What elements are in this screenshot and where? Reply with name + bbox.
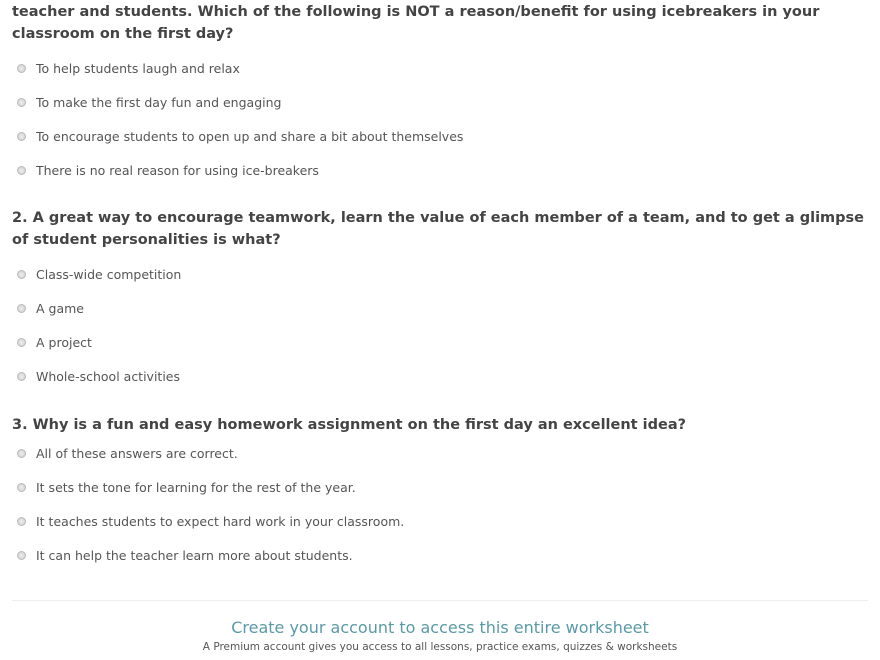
- answer-label: It teaches students to expect hard work in your classroom.: [36, 513, 405, 529]
- answer-option[interactable]: [12, 119, 872, 153]
- answer-option[interactable]: [12, 85, 872, 119]
- radio-button-icon[interactable]: [17, 304, 26, 313]
- answer-option[interactable]: [12, 51, 872, 85]
- radio-button-icon[interactable]: [17, 132, 26, 141]
- question-3: [12, 414, 872, 572]
- answer-option[interactable]: [12, 470, 872, 504]
- radio-button-icon[interactable]: [17, 98, 26, 107]
- answer-label: There is no real reason for using ice-breakers: [36, 162, 319, 178]
- radio-button-icon[interactable]: [17, 551, 26, 560]
- answer-option[interactable]: [12, 504, 872, 538]
- divider: [12, 600, 868, 601]
- radio-button-icon[interactable]: [17, 449, 26, 458]
- answer-label: A game: [36, 300, 84, 316]
- answer-label: To help students laugh and relax: [36, 60, 240, 76]
- answer-label: Whole-school activities: [36, 368, 181, 384]
- answer-option[interactable]: [12, 291, 872, 325]
- question-2: [12, 207, 872, 393]
- radio-button-icon[interactable]: [17, 270, 26, 279]
- answer-label: It sets the tone for learning for the rest of the year.: [36, 479, 356, 495]
- answer-label: To encourage students to open up and share a bit about themselves: [36, 128, 464, 144]
- answer-label: To make the first day fun and engaging: [36, 94, 282, 110]
- radio-button-icon[interactable]: [17, 64, 26, 73]
- question-text: 2. A great way to encourage teamwork, learn the value of each member of a team, and to get a glimpse of student personalities is what?: [12, 210, 864, 248]
- create-account-link[interactable]: Create your account to access this entire worksheet: [231, 618, 649, 637]
- question-text: 3. Why is a fun and easy homework assignment on the first day an excellent idea?: [12, 417, 687, 433]
- question-text: teacher and students. Which of the following is NOT a reason/benefit for using icebreakers in your classroom on the first day?: [12, 4, 820, 42]
- radio-button-icon[interactable]: [17, 372, 26, 381]
- answer-option[interactable]: [12, 325, 872, 359]
- answer-label: It can help the teacher learn more about students.: [36, 547, 353, 563]
- answer-option[interactable]: [12, 538, 872, 572]
- radio-button-icon[interactable]: [17, 166, 26, 175]
- answer-option[interactable]: [12, 359, 872, 393]
- answer-label: Class-wide competition: [36, 266, 182, 282]
- answer-option[interactable]: [12, 257, 872, 291]
- answer-option[interactable]: [12, 153, 872, 187]
- answer-label: A project: [36, 334, 92, 350]
- radio-button-icon[interactable]: [17, 338, 26, 347]
- question-1: [12, 1, 872, 187]
- radio-button-icon[interactable]: [17, 517, 26, 526]
- answer-label: All of these answers are correct.: [36, 445, 238, 461]
- premium-subtitle: A Premium account gives you access to all lessons, practice exams, quizzes & worksheets: [202, 641, 678, 653]
- answer-option[interactable]: [12, 436, 872, 470]
- radio-button-icon[interactable]: [17, 483, 26, 492]
